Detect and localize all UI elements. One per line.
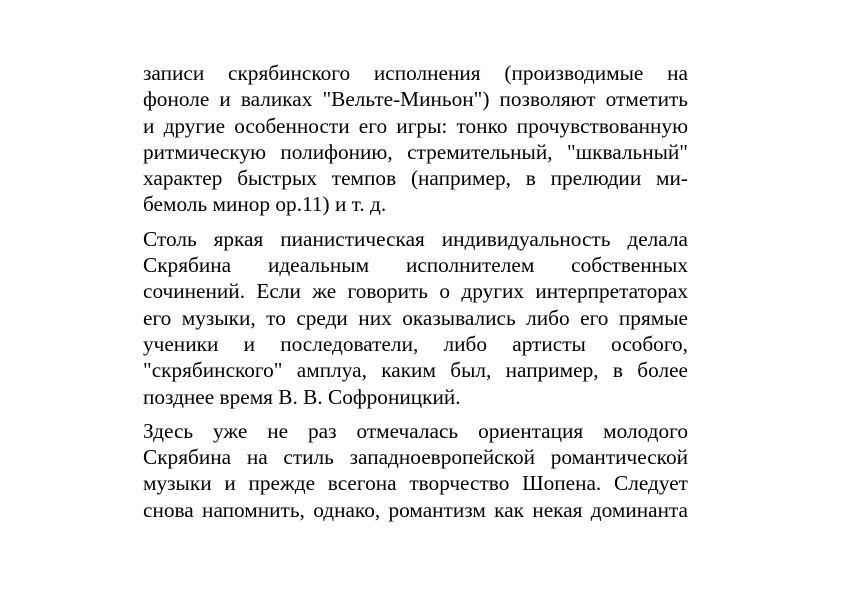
text-line: Скрябина на стиль западноевропейской романтической <box>143 445 688 470</box>
text-line: характер быстрых темпов (например, в прелюдии ми- <box>143 166 688 191</box>
text-line: снова напомнить, однако, романтизм как некая доминанта <box>143 497 688 522</box>
text-line: его музыки, то среди них оказывались либо его прямые <box>143 305 688 330</box>
text-line: ритмическую полифонию, стремительный, "шквальный" <box>143 139 688 164</box>
text-line: Здесь уже не раз отмечалась ориентация молодого <box>143 418 688 443</box>
text-line: ученики и последователи, либо артисты особого, <box>143 331 688 356</box>
text-line: музыки и прежде всегона творчество Шопена. Следует <box>143 471 688 496</box>
body-text <box>143 60 688 531</box>
text-line: сочинений. Если же говорить о других интерпретаторах <box>143 279 688 304</box>
text-line: "скрябинского" амплуа, каким был, например, в более <box>143 358 688 383</box>
text-line: позднее время В. В. Софроницкий. <box>143 384 461 409</box>
paragraph-2 <box>143 226 688 410</box>
text-line: фоноле и валиках "Вельте-Миньон") позволяют отметить <box>143 87 688 112</box>
text-line: и другие особенности его игры: тонко прочувствованную <box>143 113 688 138</box>
paragraph-1 <box>143 60 688 218</box>
text-line: Столь яркая пианистическая индивидуальность делала <box>143 226 688 251</box>
paragraph-3 <box>143 418 688 523</box>
text-line: бемоль минор ор.11) и т. д. <box>143 192 387 217</box>
text-line: записи скрябинского исполнения (производимые на <box>143 61 688 85</box>
text-line: Скрябина идеальным исполнителем собственных <box>143 253 688 278</box>
